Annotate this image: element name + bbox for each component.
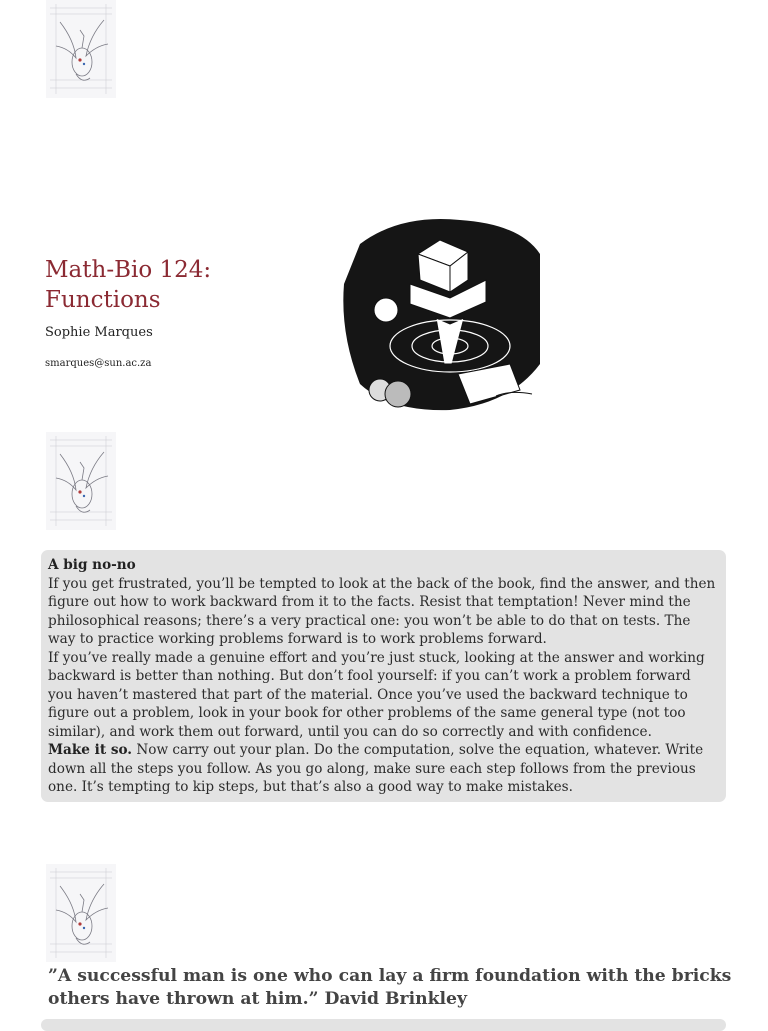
- block-paragraph-1: If you get frustrated, you’ll be tempted to look at the back of the book, find the answer, and then figure out how to work backward from it to the facts. Resist that temptation! Never mind the philosophical reasons; there’s a very practical one: you won’t be able to do that on tests. The way to practice working problems forward is to work problems forward.: [48, 575, 716, 647]
- hummingbird-icon: [46, 864, 116, 962]
- hummingbird-logo-image: [46, 432, 116, 530]
- tower-sketch-icon: [340, 214, 540, 416]
- hummingbird-icon: [46, 0, 116, 98]
- block-paragraph-2: If you’ve really made a genuine effort and you’re just stuck, looking at the answer and working backward is better than nothing. But don’t fool yourself: if you can’t work a problem forward you haven’t mastered that part of the material. Once you’ve used the backward technique to figure out a problem, look in your book for other problems of the same general type (not too similar), and work them out forward, until you can do so correctly and with confidence.: [48, 649, 705, 740]
- hummingbird-logo-image: [46, 0, 116, 98]
- title-line-2: Functions: [45, 287, 161, 313]
- next-block: [41, 1019, 726, 1031]
- sketch-artwork-image: [340, 214, 540, 416]
- title-line-1: Math-Bio 124:: [45, 257, 212, 283]
- big-no-no-block: [41, 550, 726, 802]
- author-email: smarques@sun.ac.za: [45, 358, 152, 369]
- hummingbird-icon: [46, 432, 116, 530]
- presentation-title: [45, 255, 305, 315]
- hummingbird-logo-image: [46, 864, 116, 962]
- author-name: Sophie Marques: [45, 325, 153, 340]
- block-paragraph-3: [48, 741, 719, 797]
- make-it-so-text: Now carry out your plan. Do the computation, solve the equation, whatever. Write down all the steps you follow. As you go along, make sure each step follows from the previous one. It’s tempting to kip steps, but that’s also a good way to make mistakes.: [48, 742, 704, 795]
- block-heading: A big no-no: [48, 557, 136, 573]
- quote-text: ”A successful man is one who can lay a firm foundation with the bricks others have thrown at him.” David Brinkley: [48, 966, 732, 1009]
- make-it-so-label: Make it so.: [48, 742, 133, 758]
